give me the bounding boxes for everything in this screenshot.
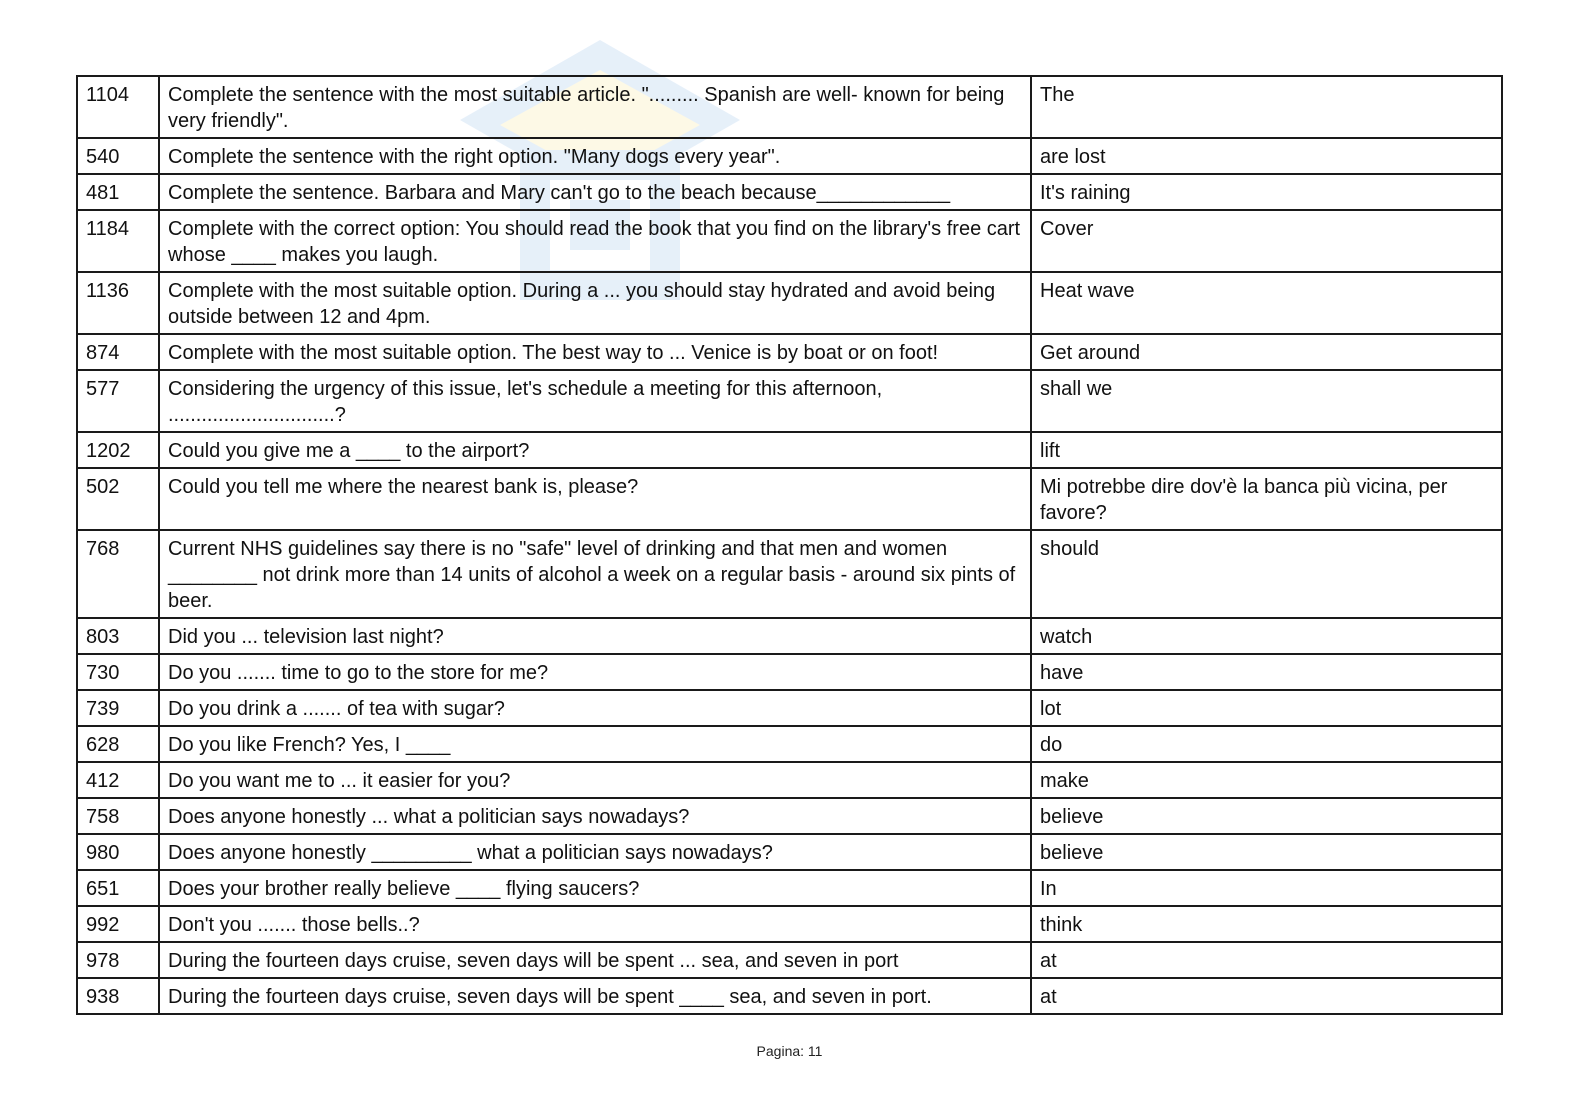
- row-id-cell: 1202: [77, 432, 159, 468]
- table-row: [77, 530, 1502, 618]
- question-cell: During the fourteen days cruise, seven days will be spent ... sea, and seven in port: [159, 942, 1031, 978]
- question-cell: Complete with the most suitable option. During a ... you should stay hydrated and avoid being outside between 12 and 4pm.: [159, 272, 1031, 334]
- table-row: [77, 334, 1502, 370]
- row-id-cell: 739: [77, 690, 159, 726]
- row-id-cell: 938: [77, 978, 159, 1014]
- question-cell: Complete the sentence with the right option. "Many dogs every year".: [159, 138, 1031, 174]
- row-id-cell: 978: [77, 942, 159, 978]
- question-cell: Do you ....... time to go to the store for me?: [159, 654, 1031, 690]
- row-id-cell: 412: [77, 762, 159, 798]
- question-cell: Complete with the most suitable option. The best way to ... Venice is by boat or on foot!: [159, 334, 1031, 370]
- table-row: [77, 138, 1502, 174]
- row-id-cell: 577: [77, 370, 159, 432]
- table-row: [77, 762, 1502, 798]
- answer-cell: are lost: [1031, 138, 1502, 174]
- table-row: [77, 370, 1502, 432]
- table-row: [77, 210, 1502, 272]
- answer-cell: lot: [1031, 690, 1502, 726]
- question-cell: Complete the sentence with the most suitable article. "......... Spanish are well- known for being very friendly".: [159, 76, 1031, 138]
- row-id-cell: 980: [77, 834, 159, 870]
- question-cell: Do you like French? Yes, I ____: [159, 726, 1031, 762]
- row-id-cell: 992: [77, 906, 159, 942]
- answer-cell: do: [1031, 726, 1502, 762]
- row-id-cell: 628: [77, 726, 159, 762]
- row-id-cell: 540: [77, 138, 159, 174]
- answer-cell: make: [1031, 762, 1502, 798]
- table-row: [77, 174, 1502, 210]
- table-row: [77, 978, 1502, 1014]
- table-row: [77, 834, 1502, 870]
- qa-table-body: [77, 76, 1502, 1014]
- row-id-cell: 481: [77, 174, 159, 210]
- answer-cell: at: [1031, 942, 1502, 978]
- answer-cell: watch: [1031, 618, 1502, 654]
- answer-cell: Cover: [1031, 210, 1502, 272]
- answer-cell: should: [1031, 530, 1502, 618]
- question-cell: Do you want me to ... it easier for you?: [159, 762, 1031, 798]
- answer-cell: Heat wave: [1031, 272, 1502, 334]
- question-cell: During the fourteen days cruise, seven days will be spent ____ sea, and seven in port.: [159, 978, 1031, 1014]
- answer-cell: think: [1031, 906, 1502, 942]
- answer-cell: The: [1031, 76, 1502, 138]
- table-row: [77, 468, 1502, 530]
- table-row: [77, 76, 1502, 138]
- table-row: [77, 870, 1502, 906]
- answer-cell: It's raining: [1031, 174, 1502, 210]
- question-cell: Don't you ....... those bells..?: [159, 906, 1031, 942]
- question-cell: Complete the sentence. Barbara and Mary can't go to the beach because____________: [159, 174, 1031, 210]
- question-cell: Does your brother really believe ____ flying saucers?: [159, 870, 1031, 906]
- row-id-cell: 758: [77, 798, 159, 834]
- question-cell: Does anyone honestly ... what a politician says nowadays?: [159, 798, 1031, 834]
- question-cell: Could you tell me where the nearest bank is, please?: [159, 468, 1031, 530]
- question-cell: Complete with the correct option: You should read the book that you find on the library's free cart whose ____ makes you laugh.: [159, 210, 1031, 272]
- row-id-cell: 803: [77, 618, 159, 654]
- answer-cell: lift: [1031, 432, 1502, 468]
- question-cell: Do you drink a ....... of tea with sugar?: [159, 690, 1031, 726]
- table-row: [77, 726, 1502, 762]
- row-id-cell: 651: [77, 870, 159, 906]
- row-id-cell: 502: [77, 468, 159, 530]
- answer-cell: believe: [1031, 834, 1502, 870]
- question-cell: Did you ... television last night?: [159, 618, 1031, 654]
- table-row: [77, 690, 1502, 726]
- table-row: [77, 654, 1502, 690]
- table-row: [77, 272, 1502, 334]
- question-cell: Current NHS guidelines say there is no "safe" level of drinking and that men and women ________ not drink more than 14 units of alcohol a week on a regular basis - around six pints of beer.: [159, 530, 1031, 618]
- page-number: Pagina: 11: [756, 1043, 823, 1059]
- answer-cell: Mi potrebbe dire dov'è la banca più vicina, per favore?: [1031, 468, 1502, 530]
- qa-table: [76, 75, 1503, 1015]
- row-id-cell: 1136: [77, 272, 159, 334]
- answer-cell: believe: [1031, 798, 1502, 834]
- row-id-cell: 874: [77, 334, 159, 370]
- row-id-cell: 768: [77, 530, 159, 618]
- table-row: [77, 618, 1502, 654]
- table-row: [77, 906, 1502, 942]
- table-row: [77, 432, 1502, 468]
- row-id-cell: 730: [77, 654, 159, 690]
- answer-cell: have: [1031, 654, 1502, 690]
- answer-cell: In: [1031, 870, 1502, 906]
- table-row: [77, 798, 1502, 834]
- question-cell: Considering the urgency of this issue, let's schedule a meeting for this afternoon, ..............................?: [159, 370, 1031, 432]
- question-cell: Could you give me a ____ to the airport?: [159, 432, 1031, 468]
- answer-cell: at: [1031, 978, 1502, 1014]
- answer-cell: Get around: [1031, 334, 1502, 370]
- table-row: [77, 942, 1502, 978]
- answer-cell: shall we: [1031, 370, 1502, 432]
- question-cell: Does anyone honestly _________ what a politician says nowadays?: [159, 834, 1031, 870]
- row-id-cell: 1104: [77, 76, 159, 138]
- row-id-cell: 1184: [77, 210, 159, 272]
